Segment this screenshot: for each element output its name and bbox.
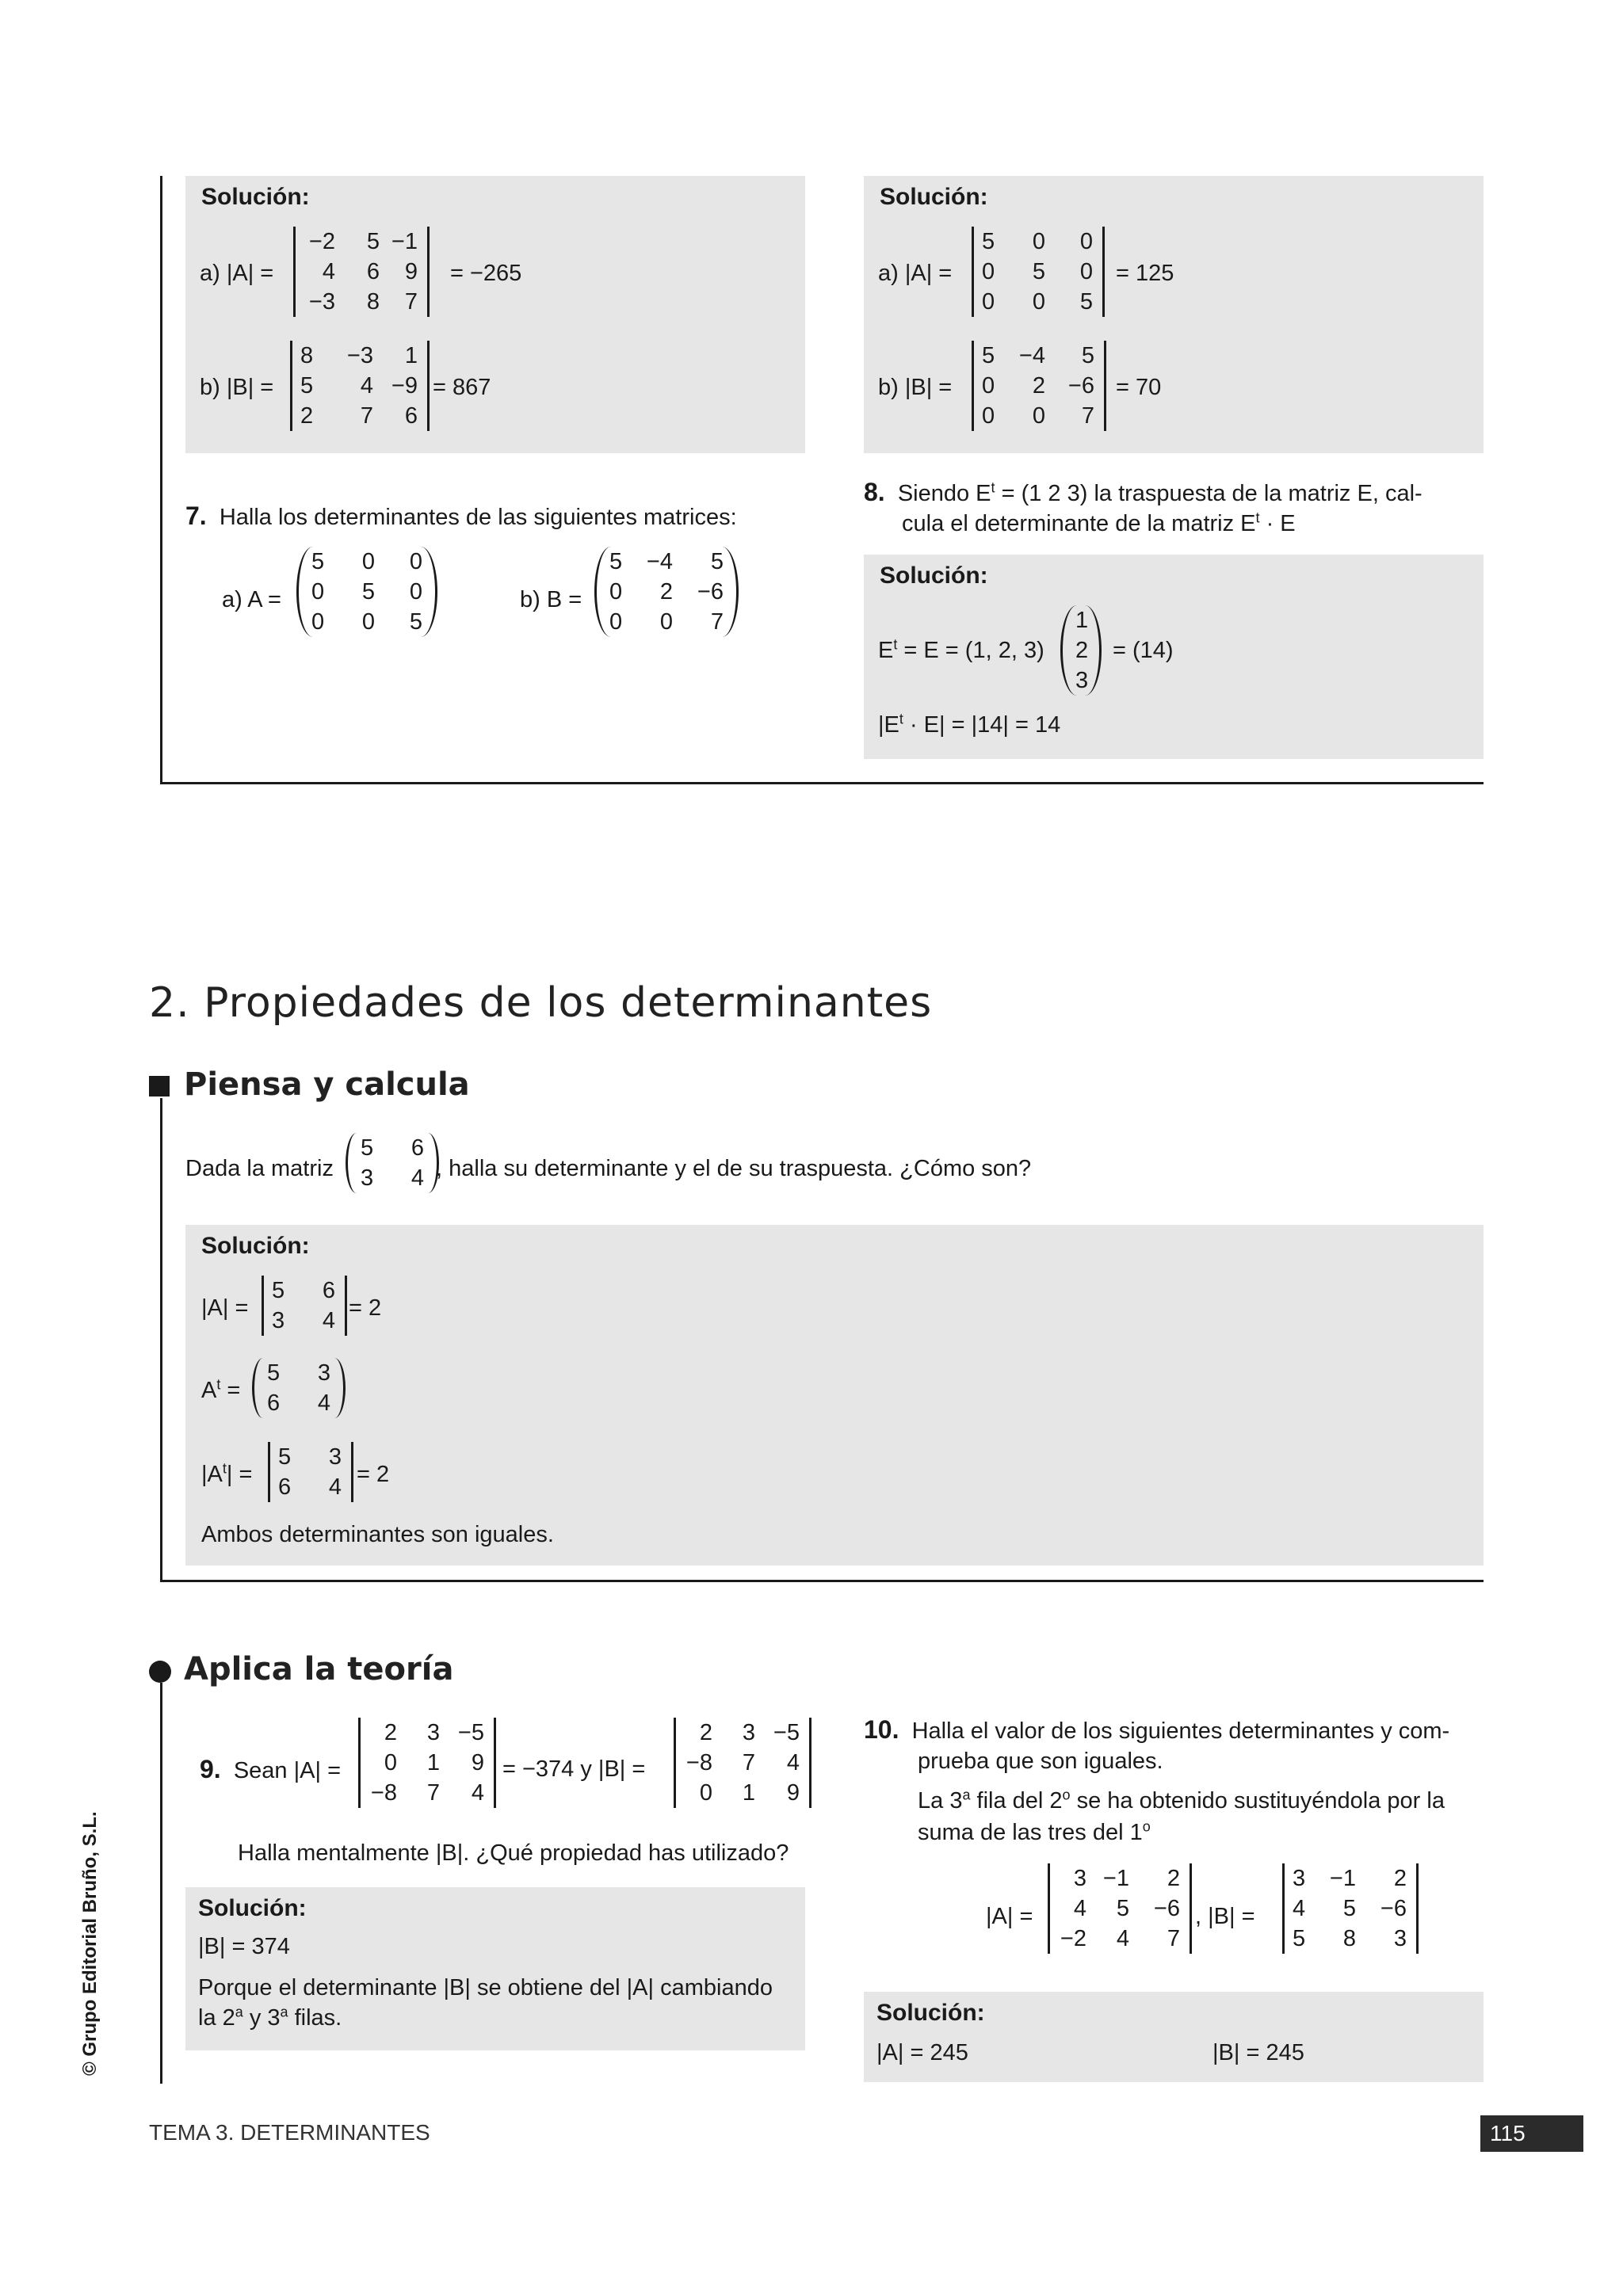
solution-10-a: |A| = 245 [876,2040,968,2065]
det-transpose-matrix: 5 3 6 4 [268,1442,353,1502]
solution-9-line1: |B| = 374 [198,1934,290,1959]
det-a-label: |A| = [986,1904,1033,1929]
transpose-label: $A^t$ = [201,1376,241,1403]
rule-piensa [160,1580,1484,1582]
det-a-result: = −265 [450,261,522,286]
solution-label: Solución: [198,1895,307,1921]
square-bullet-icon [149,1076,170,1097]
solution-box-piensa [185,1225,1484,1566]
det-b-label: b) |B| = [200,375,274,400]
solution-box-10 [864,1992,1484,2082]
transpose-product: $E^t = E = (1$, 2, 3) [878,636,1044,663]
publisher-credit: © Grupo Editorial Bruño, S.L. [79,1811,101,2076]
solution-label: Solución: [201,1233,310,1259]
det-a-label: |A| = [201,1295,249,1321]
solution-label: Solución: [880,184,988,210]
problem-8-line1: 8. Siendo $E^t = (1$ 2 3) la traspuesta de la matriz E, cal- [864,478,1423,506]
det-a-matrix: 5 0 0 0 5 0 0 0 5 [972,227,1105,317]
det-a-result: = 125 [1116,261,1174,286]
product-result: = (14) [1113,638,1174,663]
problem-10-line3: La 3$^a$ fila del 2$^o$ se ha obtenido sustituyéndola por la [918,1787,1445,1814]
rule-top-section [160,782,1484,784]
piensa-text-before: Dada la matriz [185,1156,334,1181]
det-b-matrix: 2 3 −5 −8 7 4 0 1 9 [674,1718,812,1808]
det-b-label: , |B| = [1195,1904,1255,1929]
solution-box-9 [185,1887,805,2050]
problem-10-line2: prueba que son iguales. [918,1749,1163,1774]
determinant-result: $|E^t \cdot E| = |14| = 14$ [878,711,1061,738]
solution-box-7 [864,176,1484,453]
page-number: 115 [1480,2115,1583,2152]
transpose-matrix: 5 3 6 4 [252,1358,346,1418]
left-rule-top [160,176,162,784]
det-transpose-label: $|A^t|$ = [201,1460,253,1487]
piensa-heading: Piensa y calcula [184,1066,470,1103]
solution-9-line2: Porque el determinante |B| se obtiene del |A| cambiando [198,1975,773,2000]
matrix-b-label: b) B = [520,587,582,612]
problem-9: 9. Sean |A| = [200,1755,341,1783]
problem-10-line4: suma de las tres del 1$^o$ [918,1818,1151,1845]
solution-9-line3: la 2$^a$ y 3$^a$ filas. [198,2004,342,2031]
det-b-result: = 70 [1116,375,1162,400]
solution-label: Solución: [880,563,988,589]
left-rule-piensa [160,1098,162,1580]
det-a-label: a) |A| = [200,261,274,286]
section-title: 2. Propiedades de los determinantes [149,979,933,1027]
det-b-matrix: 5 −4 5 0 2 −6 0 0 7 [972,341,1106,431]
det-a-matrix: −2 5 −1 4 6 9 −3 8 7 [293,227,430,317]
solution-label: Solución: [876,2000,985,2026]
det-b-matrix: 3 −1 2 4 5 −6 5 8 3 [1282,1863,1419,1954]
solution-box-8 [864,555,1484,759]
solution-10-b: |B| = 245 [1212,2040,1304,2065]
circle-bullet-icon [149,1661,171,1683]
piensa-text-after: , halla su determinante y el de su traspuesta. ¿Cómo son? [436,1156,1032,1181]
problem-9-question: Halla mentalmente |B|. ¿Qué propiedad has utilizado? [238,1840,789,1866]
conclusion: Ambos determinantes son iguales. [201,1522,554,1547]
det-b-label: b) |B| = [878,375,953,400]
det-b-matrix: 8 −3 1 5 4 −9 2 7 6 [290,341,430,431]
piensa-matrix: 5 6 3 4 [346,1133,439,1193]
det-a-matrix: 2 3 −5 0 1 9 −8 7 4 [358,1718,496,1808]
problem-9-mid: = −374 y |B| = [502,1756,646,1782]
problem-8-line2: cula el determinante de la matriz $E^t \cdot E$ [902,509,1296,536]
det-a-matrix: 3 −1 2 4 5 −6 −2 4 7 [1048,1863,1192,1954]
det-b-result: = 867 [433,375,491,400]
column-vector: 1 2 3 [1060,605,1102,696]
det-a-result: = 2 [349,1295,382,1321]
solution-label: Solución: [201,184,310,210]
det-a-label: a) |A| = [878,261,953,286]
aplica-heading: Aplica la teoría [184,1651,454,1688]
matrix-b: 5 −4 5 0 2 −6 0 0 7 [594,547,739,637]
left-rule-aplica [160,1683,162,2084]
det-a-matrix: 5 6 3 4 [262,1276,347,1336]
problem-7: 7. Halla los determinantes de las siguientes matrices: [185,502,737,530]
solution-box-6 [185,176,805,453]
det-transpose-result: = 2 [357,1462,390,1487]
problem-10-line1: 10. Halla el valor de los siguientes determinantes y com- [864,1715,1450,1744]
matrix-a-label: a) A = [222,587,281,612]
chapter-label: TEMA 3. DETERMINANTES [149,2120,430,2145]
matrix-a: 5 0 0 0 5 0 0 0 5 [296,547,437,637]
